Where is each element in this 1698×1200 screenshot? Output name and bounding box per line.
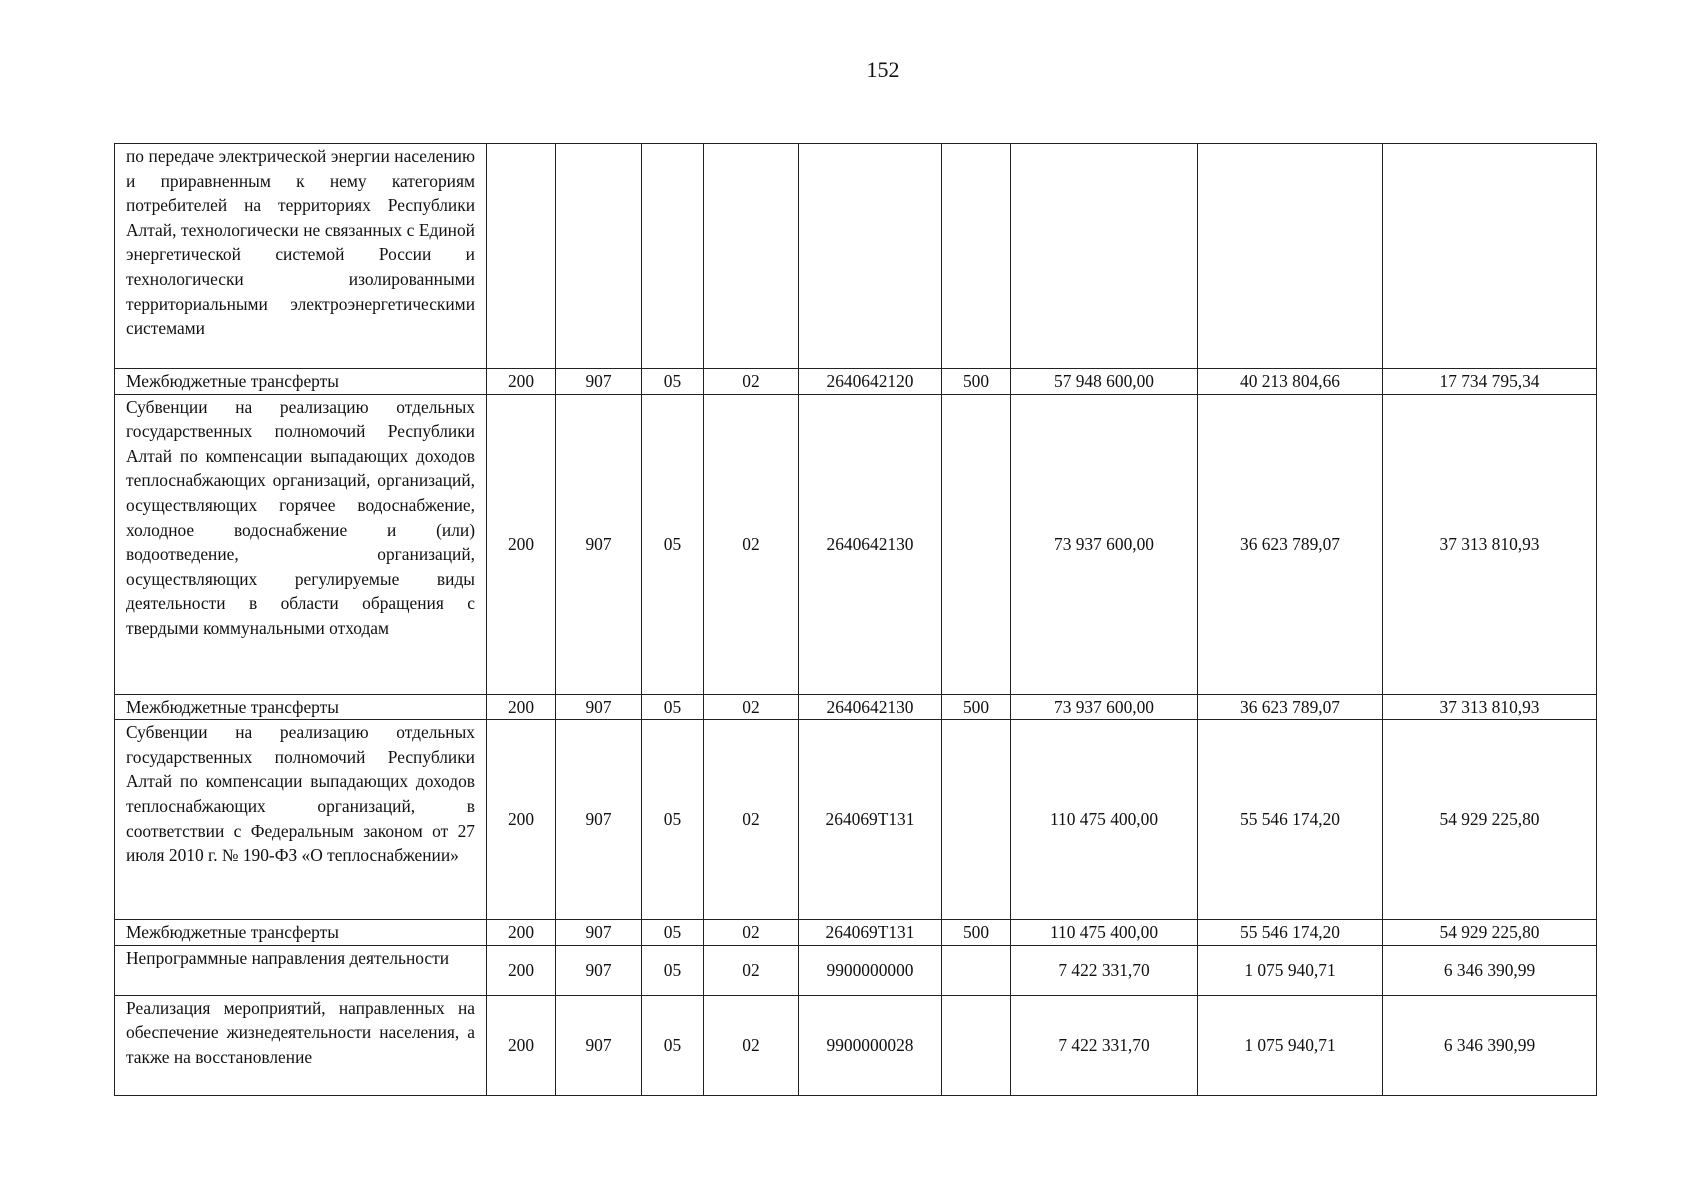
cell-expense-type: 500: [942, 369, 1011, 395]
cell-ministry: 907: [556, 920, 642, 946]
row-description: Субвенции на реализацию отдельных государственных полномочий Республики Алтай по компенсации выпадающих доходов теплоснабжающих организаций, в соответствии с Федеральным законом от 27 июля 2010 г. № 190-ФЗ «О теплоснабжении»: [115, 720, 487, 920]
cell-remaining-amount: 37 313 810,93: [1383, 394, 1597, 694]
cell-executed-amount: [1198, 144, 1383, 369]
row-description: Межбюджетные трансферты: [115, 920, 487, 946]
cell-target-article: 264069Т131: [799, 920, 942, 946]
cell-executed-amount: 1 075 940,71: [1198, 945, 1383, 995]
cell-code-1: 200: [487, 369, 556, 395]
cell-ministry: 907: [556, 694, 642, 720]
cell-section: [642, 144, 704, 369]
cell-approved-amount: 110 475 400,00: [1011, 720, 1198, 920]
cell-executed-amount: 1 075 940,71: [1198, 995, 1383, 1095]
cell-code-1: 200: [487, 394, 556, 694]
cell-remaining-amount: 6 346 390,99: [1383, 945, 1597, 995]
cell-approved-amount: [1011, 144, 1198, 369]
cell-subsection: 02: [704, 920, 799, 946]
cell-target-article: [799, 144, 942, 369]
table-row: [115, 694, 1597, 720]
cell-remaining-amount: 37 313 810,93: [1383, 694, 1597, 720]
table-row: [115, 995, 1597, 1095]
cell-subsection: [704, 144, 799, 369]
page-number: 152: [866, 57, 900, 82]
cell-section: 05: [642, 369, 704, 395]
cell-code-1: 200: [487, 945, 556, 995]
cell-expense-type: [942, 995, 1011, 1095]
cell-executed-amount: 55 546 174,20: [1198, 720, 1383, 920]
cell-expense-type: 500: [942, 694, 1011, 720]
cell-section: 05: [642, 945, 704, 995]
cell-ministry: 907: [556, 720, 642, 920]
budget-table: [114, 143, 1597, 1096]
cell-expense-type: [942, 394, 1011, 694]
cell-section: 05: [642, 995, 704, 1095]
cell-subsection: 02: [704, 945, 799, 995]
cell-remaining-amount: [1383, 144, 1597, 369]
cell-approved-amount: 7 422 331,70: [1011, 995, 1198, 1095]
cell-code-1: 200: [487, 995, 556, 1095]
table-row: [115, 920, 1597, 946]
cell-subsection: 02: [704, 394, 799, 694]
cell-subsection: 02: [704, 720, 799, 920]
table-row: [115, 144, 1597, 369]
cell-executed-amount: 40 213 804,66: [1198, 369, 1383, 395]
cell-code-1: 200: [487, 694, 556, 720]
cell-section: 05: [642, 394, 704, 694]
row-description: Межбюджетные трансферты: [115, 369, 487, 395]
cell-target-article: 2640642130: [799, 394, 942, 694]
cell-remaining-amount: 6 346 390,99: [1383, 995, 1597, 1095]
cell-section: 05: [642, 694, 704, 720]
cell-executed-amount: 55 546 174,20: [1198, 920, 1383, 946]
cell-approved-amount: 73 937 600,00: [1011, 394, 1198, 694]
row-description: Субвенции на реализацию отдельных государственных полномочий Республики Алтай по компенсации выпадающих доходов теплоснабжающих организаций, организаций, осуществляющих горячее водоснабжение, холодное водоснабжение и (или) водоотведение, организаций, осуществляющих регулируемые виды деятельности в области обращения с твердыми коммунальными отходам: [115, 394, 487, 694]
cell-target-article: 9900000000: [799, 945, 942, 995]
row-description: Непрограммные направления деятельности: [115, 945, 487, 995]
cell-target-article: 2640642120: [799, 369, 942, 395]
cell-approved-amount: 57 948 600,00: [1011, 369, 1198, 395]
cell-remaining-amount: 17 734 795,34: [1383, 369, 1597, 395]
cell-target-article: 9900000028: [799, 995, 942, 1095]
cell-expense-type: 500: [942, 920, 1011, 946]
cell-expense-type: [942, 945, 1011, 995]
cell-code-1: [487, 144, 556, 369]
cell-approved-amount: 110 475 400,00: [1011, 920, 1198, 946]
cell-target-article: 2640642130: [799, 694, 942, 720]
table-row: [115, 720, 1597, 920]
cell-expense-type: [942, 720, 1011, 920]
cell-subsection: 02: [704, 369, 799, 395]
table-row: [115, 394, 1597, 694]
cell-remaining-amount: 54 929 225,80: [1383, 720, 1597, 920]
cell-ministry: 907: [556, 394, 642, 694]
cell-ministry: 907: [556, 995, 642, 1095]
cell-code-1: 200: [487, 720, 556, 920]
cell-ministry: [556, 144, 642, 369]
cell-executed-amount: 36 623 789,07: [1198, 694, 1383, 720]
table-row: [115, 369, 1597, 395]
cell-subsection: 02: [704, 694, 799, 720]
row-description: по передаче электрической энергии населению и приравненным к нему категориям потребителей на территориях Республики Алтай, технологически не связанных с Единой энергетической системой России и технологически изолированными территориальными электроэнергетическими системами: [115, 144, 487, 369]
cell-ministry: 907: [556, 945, 642, 995]
cell-code-1: 200: [487, 920, 556, 946]
cell-approved-amount: 7 422 331,70: [1011, 945, 1198, 995]
cell-subsection: 02: [704, 995, 799, 1095]
cell-target-article: 264069Т131: [799, 720, 942, 920]
cell-section: 05: [642, 920, 704, 946]
row-description: Реализация мероприятий, направленных на обеспечение жизнедеятельности населения, а также на восстановление: [115, 995, 487, 1095]
cell-expense-type: [942, 144, 1011, 369]
cell-approved-amount: 73 937 600,00: [1011, 694, 1198, 720]
cell-remaining-amount: 54 929 225,80: [1383, 920, 1597, 946]
row-description: Межбюджетные трансферты: [115, 694, 487, 720]
cell-section: 05: [642, 720, 704, 920]
cell-ministry: 907: [556, 369, 642, 395]
table-row: [115, 945, 1597, 995]
cell-executed-amount: 36 623 789,07: [1198, 394, 1383, 694]
